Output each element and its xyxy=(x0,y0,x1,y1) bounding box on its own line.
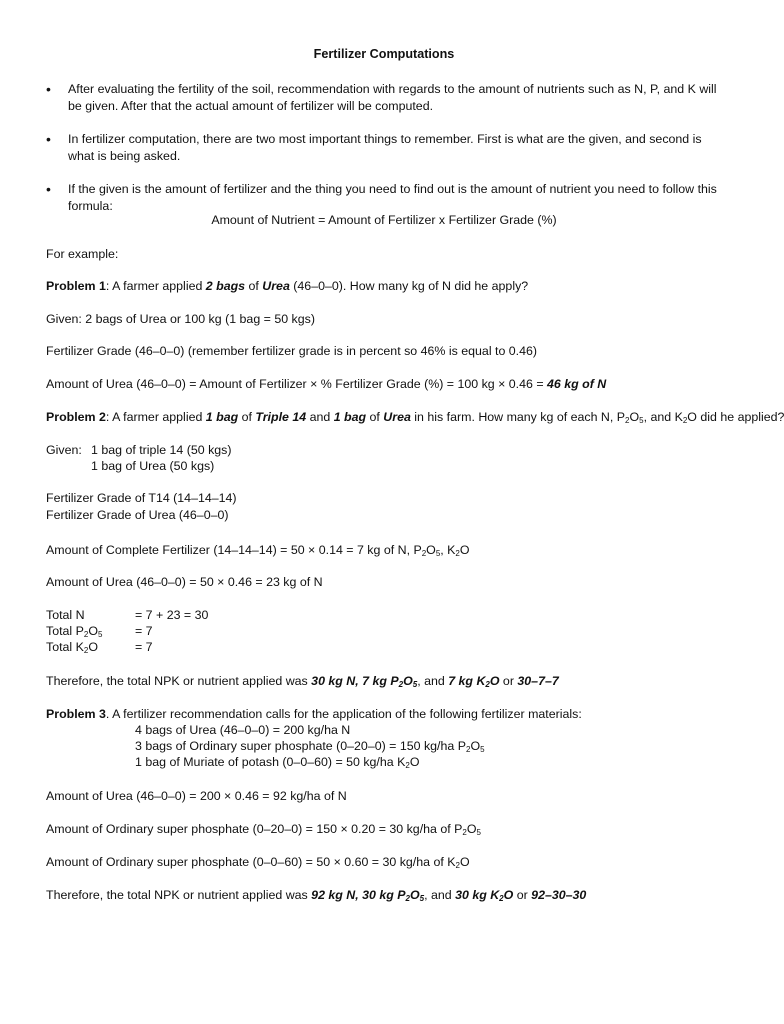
text: : A farmer applied xyxy=(105,279,206,293)
text: in his farm. How many kg of each N, P xyxy=(410,410,626,424)
problem-2-grade-1: Fertilizer Grade of T14 (14–14–14) xyxy=(46,491,237,505)
problem-2-answer-part xyxy=(448,674,499,688)
text: Total P xyxy=(46,624,84,638)
text: 7 kg K xyxy=(448,674,486,688)
subscript: 2 xyxy=(462,828,467,837)
text: O xyxy=(88,640,98,654)
subscript: 5 xyxy=(480,745,485,754)
text: 30 kg K xyxy=(455,888,500,902)
total-k-label xyxy=(46,640,98,655)
text: 30 kg N, 7 kg P xyxy=(311,674,399,688)
text: (46–0–0). How many kg of N did he apply? xyxy=(289,279,529,293)
text: Amount of Complete Fertilizer (14–14–14) = 50 × 0.14 = 7 kg of N, P xyxy=(46,543,422,557)
bullet-icon: • xyxy=(46,81,51,97)
bullet-icon: • xyxy=(46,181,51,197)
text: , and xyxy=(417,674,449,688)
subscript: 2 xyxy=(682,416,688,425)
problem-1-grade: Fertilizer Grade (46–0–0) (remember fertilizer grade is in percent so 46% is equal to 0.46) xyxy=(46,344,538,358)
problem-1-answer: 46 kg of N xyxy=(547,377,607,391)
text: . A fertilizer recommendation calls for the application of the following fertilizer materials: xyxy=(105,707,582,721)
text: Amount of Urea (46–0–0) = Amount of Fertilizer × % Fertilizer Grade (%) = 100 kg × 0.46 = xyxy=(46,377,548,391)
subscript: 2 xyxy=(455,549,460,558)
text: O xyxy=(503,888,514,902)
problem-3-therefore xyxy=(46,888,586,903)
emphasis: Triple 14 xyxy=(255,410,307,424)
material-3 xyxy=(135,755,419,770)
text: , and K xyxy=(643,410,683,424)
text: O xyxy=(409,755,420,769)
subscript: 2 xyxy=(398,680,404,689)
subscript: 2 xyxy=(83,646,89,655)
text: Therefore, the total NPK or nutrient applied was xyxy=(46,888,312,902)
emphasis: Urea xyxy=(262,279,290,293)
problem-3-answer: 92–30–30 xyxy=(531,888,587,902)
problem-2-given-label: Given: xyxy=(46,443,82,457)
total-k-value: = 7 xyxy=(135,640,153,654)
bullet-text-3: If the given is the amount of fertilizer and the thing you need to find out is the amount of nutrient you need to follow this formula: xyxy=(68,182,717,213)
text: Amount of Ordinary super phosphate (0–0–60) = 50 × 0.60 = 30 kg/ha of K xyxy=(46,855,456,869)
text: , K xyxy=(440,543,456,557)
problem-1-statement xyxy=(46,279,528,294)
problem-2-urea: Amount of Urea (46–0–0) = 50 × 0.46 = 23 kg of N xyxy=(46,575,323,589)
material-2 xyxy=(135,739,485,754)
problem-2-answer-part xyxy=(311,674,417,688)
subscript: 2 xyxy=(405,894,410,903)
text: O xyxy=(489,674,500,688)
problem-2-label: Problem 2 xyxy=(46,410,106,424)
subscript: 2 xyxy=(83,630,89,639)
for-example: For example: xyxy=(46,247,119,261)
text: and xyxy=(306,410,334,424)
text: O xyxy=(88,624,98,638)
total-n-label: Total N xyxy=(46,608,85,622)
text: or xyxy=(513,888,532,902)
text: O xyxy=(459,855,470,869)
subscript: 2 xyxy=(421,549,427,558)
emphasis: Urea xyxy=(383,410,411,424)
text: O did he applied? xyxy=(687,410,784,424)
subscript: 5 xyxy=(476,828,481,837)
problem-3-statement xyxy=(46,707,582,722)
text: O xyxy=(409,888,420,902)
subscript: 2 xyxy=(465,745,471,754)
subscript: 2 xyxy=(455,861,460,870)
subscript: 5 xyxy=(419,894,425,903)
problem-2-given-2: 1 bag of Urea (50 kgs) xyxy=(91,459,215,473)
formula: Amount of Nutrient = Amount of Fertilizer x Fertilizer Grade (%) xyxy=(211,213,557,227)
page-title: Fertilizer Computations xyxy=(313,47,455,61)
text: Therefore, the total NPK or nutrient applied was xyxy=(46,674,312,688)
text: : A farmer applied xyxy=(105,410,206,424)
problem-1-given: Given: 2 bags of Urea or 100 kg (1 bag = 50 kgs) xyxy=(46,312,315,326)
text: O xyxy=(426,543,436,557)
problem-3-phosphate xyxy=(46,822,481,837)
text: 1 bag of Muriate of potash (0–0–60) = 50 kg/ha K xyxy=(135,755,406,769)
total-n-value: = 7 + 23 = 30 xyxy=(135,608,209,622)
text: O xyxy=(466,822,477,836)
emphasis: 1 bag xyxy=(205,410,239,424)
subscript: 2 xyxy=(499,894,504,903)
problem-1-label: Problem 1 xyxy=(46,279,106,293)
problem-1-amount xyxy=(46,377,606,392)
subscript: 2 xyxy=(405,761,410,770)
text: Amount of Ordinary super phosphate (0–20–0) = 150 × 0.20 = 30 kg/ha of P xyxy=(46,822,463,836)
text: or xyxy=(499,674,518,688)
bullet-icon: • xyxy=(46,131,51,147)
total-p-value: = 7 xyxy=(135,624,153,638)
text: Total K xyxy=(46,640,84,654)
problem-2-grade-2: Fertilizer Grade of Urea (46–0–0) xyxy=(46,508,229,522)
text: O xyxy=(403,674,413,688)
total-p-label xyxy=(46,624,102,639)
problem-3-label: Problem 3 xyxy=(46,707,106,721)
problem-3-answer-part xyxy=(455,888,513,902)
problem-2-given-1: 1 bag of triple 14 (50 kgs) xyxy=(91,443,232,457)
bullet-text-2: In fertilizer computation, there are two most important things to remember. First is what are the given, and second is what is being asked. xyxy=(68,132,702,163)
text: 3 bags of Ordinary super phosphate (0–20–0) = 150 kg/ha P xyxy=(135,739,466,753)
text: O xyxy=(459,543,470,557)
text: of xyxy=(366,410,384,424)
problem-3-answer-part xyxy=(311,888,424,902)
problem-2-answer: 30–7–7 xyxy=(517,674,559,688)
subscript: 5 xyxy=(412,680,418,689)
text: O xyxy=(629,410,640,424)
problem-2-therefore xyxy=(46,674,559,689)
problem-2-statement xyxy=(46,410,784,425)
text: , and xyxy=(424,888,456,902)
subscript: 5 xyxy=(639,416,644,425)
emphasis: 1 bag xyxy=(333,410,367,424)
text: 92 kg N, 30 kg P xyxy=(311,888,406,902)
text: of xyxy=(238,410,256,424)
material-1: 4 bags of Urea (46–0–0) = 200 kg/ha N xyxy=(135,723,351,737)
subscript: 2 xyxy=(625,416,630,425)
emphasis: 2 bags xyxy=(205,279,246,293)
subscript: 5 xyxy=(435,549,441,558)
problem-3-urea: Amount of Urea (46–0–0) = 200 × 0.46 = 92 kg/ha of N xyxy=(46,789,347,803)
problem-3-potash xyxy=(46,855,470,870)
subscript: 2 xyxy=(485,680,490,689)
problem-2-complete xyxy=(46,543,470,558)
text: of xyxy=(245,279,263,293)
text: O xyxy=(470,739,481,753)
bullet-text-1: After evaluating the fertility of the soil, recommendation with regards to the amount of nutrients such as N, P, and K will be given. After that the actual amount of fertilizer will be computed. xyxy=(68,82,717,113)
subscript: 5 xyxy=(97,630,103,639)
